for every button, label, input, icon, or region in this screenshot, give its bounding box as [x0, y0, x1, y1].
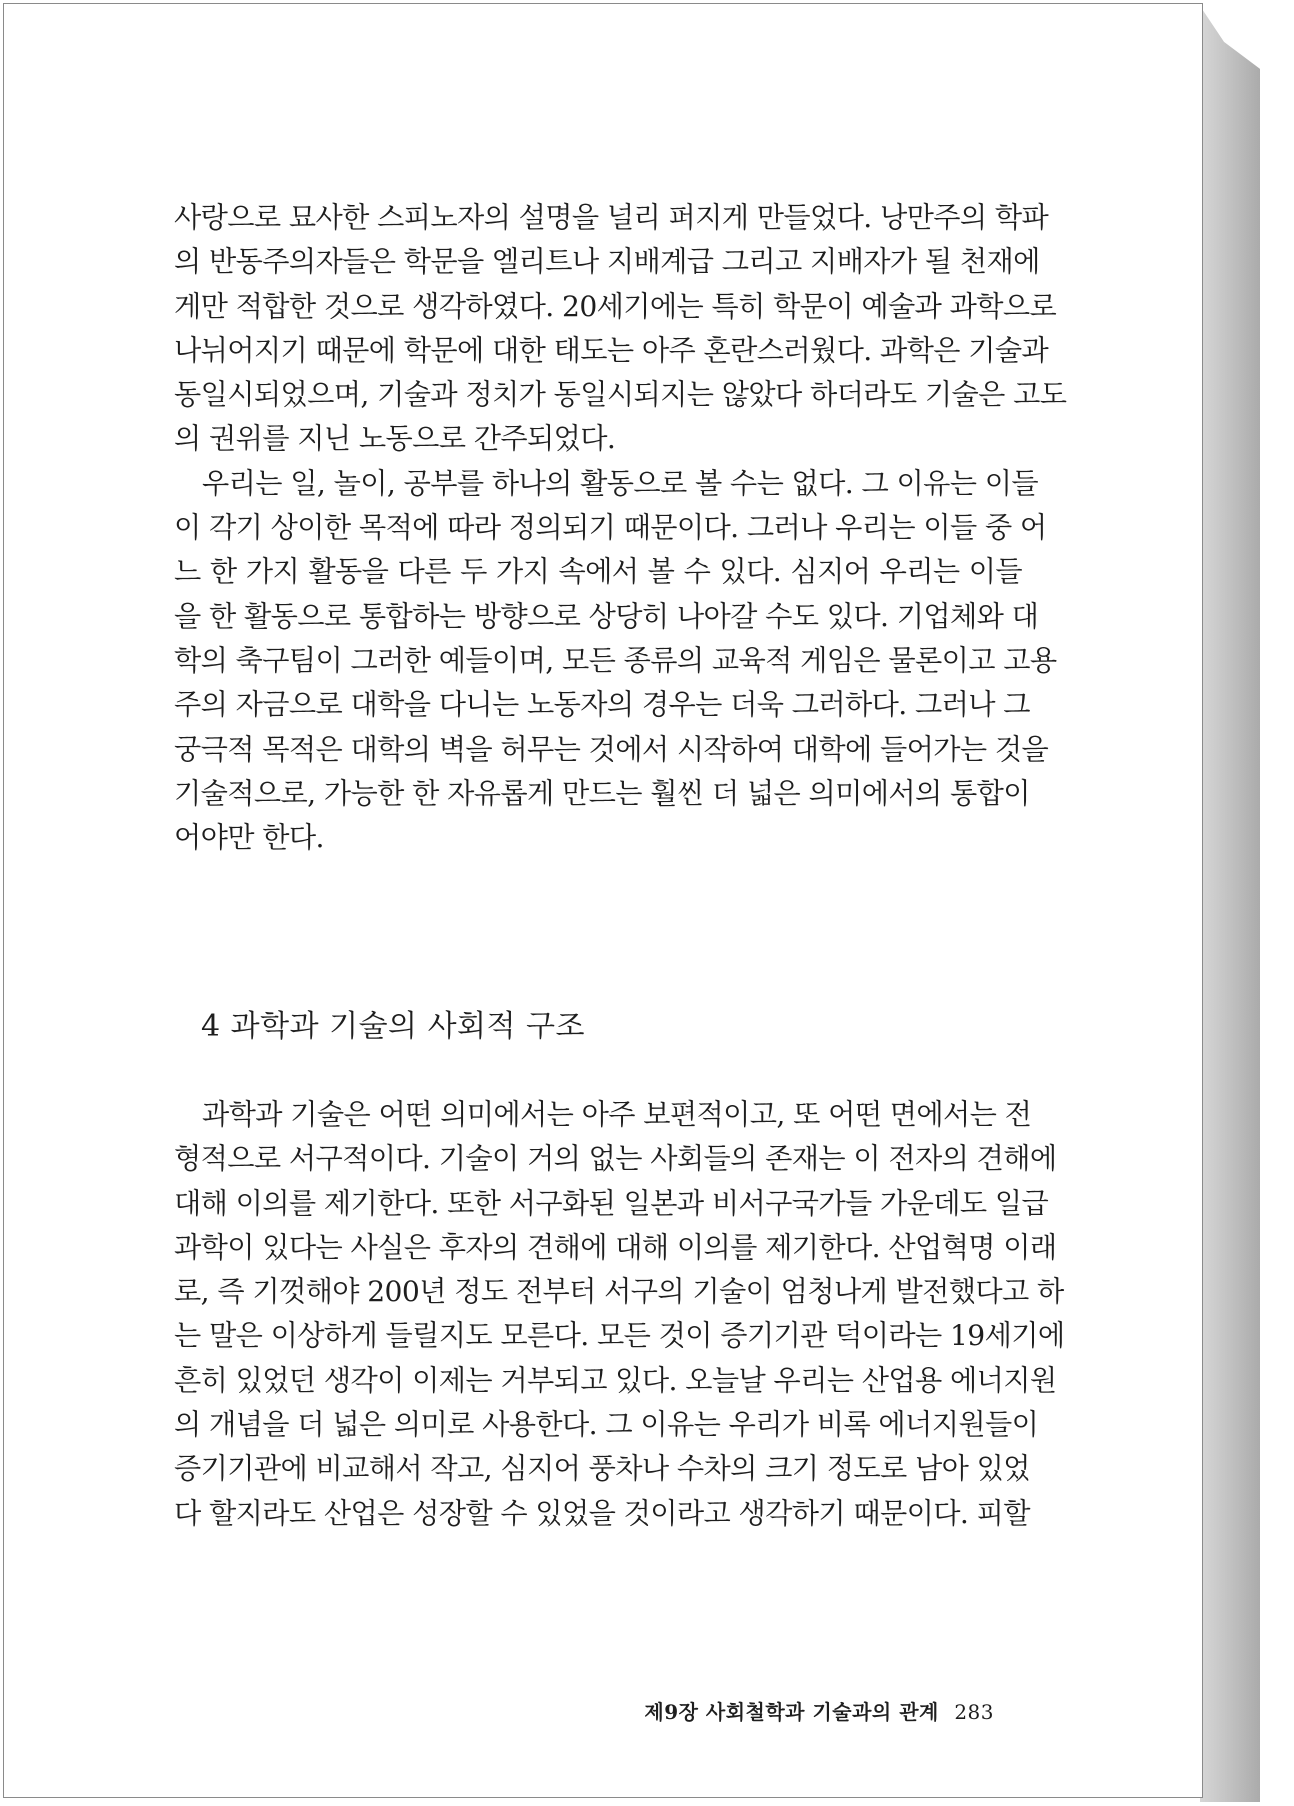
- paragraph: [174, 462, 1057, 861]
- text-line: 로, 즉 기껏해야 200년 정도 전부터 서구의 기술이 엄청나게 발전했다고 하: [174, 1275, 1064, 1309]
- text-line: 증기기관에 비교해서 작고, 심지어 풍차나 수차의 크기 정도로 남아 있었: [174, 1452, 1030, 1486]
- text-line: 나뉘어지기 때문에 학문에 대한 태도는 아주 혼란스러웠다. 과학은 기술과: [174, 333, 1049, 367]
- text-line: 느 한 가지 활동을 다른 두 가지 속에서 볼 수 있다. 심지어 우리는 이들: [174, 555, 1022, 589]
- text-line: 어야만 한다.: [174, 821, 324, 855]
- text-line: 형적으로 서구적이다. 기술이 거의 없는 사회들의 존재는 이 전자의 견해에: [174, 1142, 1057, 1176]
- text-line: 을 한 활동으로 통합하는 방향으로 상당히 나아갈 수도 있다. 기업체와 대: [174, 599, 1039, 633]
- text-line: 궁극적 목적은 대학의 벽을 허무는 것에서 시작하여 대학에 들어가는 것을: [174, 732, 1049, 766]
- text-line: 의 반동주의자들은 학문을 엘리트나 지배계급 그리고 지배자가 될 천재에: [174, 245, 1040, 279]
- text-line: 주의 자금으로 대학을 다니는 노동자의 경우는 더욱 그러하다. 그러나 그: [174, 688, 1030, 722]
- running-title: 제9장 사회철학과 기술과의 관계: [644, 1700, 939, 1724]
- text-line: 우리는 일, 놀이, 공부를 하나의 활동으로 볼 수는 없다. 그 이유는 이들: [202, 466, 1039, 500]
- page-footer: [644, 1696, 994, 1725]
- text-line: 는 말은 이상하게 들릴지도 모른다. 모든 것이 증기기관 덕이라는 19세기에: [174, 1319, 1065, 1353]
- text-line: 이 각기 상이한 목적에 따라 정의되기 때문이다. 그러나 우리는 이들 중 어: [174, 511, 1047, 545]
- text-block-top: [174, 196, 1067, 860]
- text-line: 의 권위를 지닌 노동으로 간주되었다.: [174, 422, 616, 456]
- text-line: 게만 적합한 것으로 생각하였다. 20세기에는 특히 학문이 예술과 과학으로: [174, 289, 1057, 323]
- text-line: 다 할지라도 산업은 성장할 수 있었을 것이라고 생각하기 때문이다. 피할: [174, 1496, 1030, 1530]
- paragraph: [174, 196, 1067, 462]
- text-block-bottom: [174, 1093, 1065, 1536]
- text-line: 과학과 기술은 어떤 의미에서는 아주 보편적이고, 또 어떤 면에서는 전: [202, 1098, 1032, 1131]
- page-number: 283: [954, 1700, 994, 1724]
- text-line: 의 개념을 더 넓은 의미로 사용한다. 그 이유는 우리가 비록 에너지원들이: [174, 1408, 1039, 1442]
- text-line: 대해 이의를 제기한다. 또한 서구화된 일본과 비서구국가들 가운데도 일급: [174, 1186, 1049, 1220]
- page-edge-shadow: [1200, 6, 1260, 1802]
- text-line: 학의 축구팀이 그러한 예들이며, 모든 종류의 교육적 게임은 물론이고 고용: [174, 643, 1057, 677]
- paragraph: [174, 1093, 1065, 1536]
- text-line: 과학이 있다는 사실은 후자의 견해에 대해 이의를 제기한다. 산업혁명 이래: [174, 1230, 1057, 1264]
- text-line: 흔히 있었던 생각이 이제는 거부되고 있다. 오늘날 우리는 산업용 에너지원: [174, 1363, 1057, 1397]
- text-line: 동일시되었으며, 기술과 정치가 동일시되지는 않았다 하더라도 기술은 고도: [174, 378, 1067, 412]
- text-line: 기술적으로, 가능한 한 자유롭게 만드는 훨씬 더 넓은 의미에서의 통합이: [174, 776, 1030, 810]
- text-line: 사랑으로 묘사한 스피노자의 설명을 널리 퍼지게 만들었다. 낭만주의 학파: [174, 201, 1049, 234]
- section-heading: 4 과학과 기술의 사회적 구조: [201, 1009, 586, 1044]
